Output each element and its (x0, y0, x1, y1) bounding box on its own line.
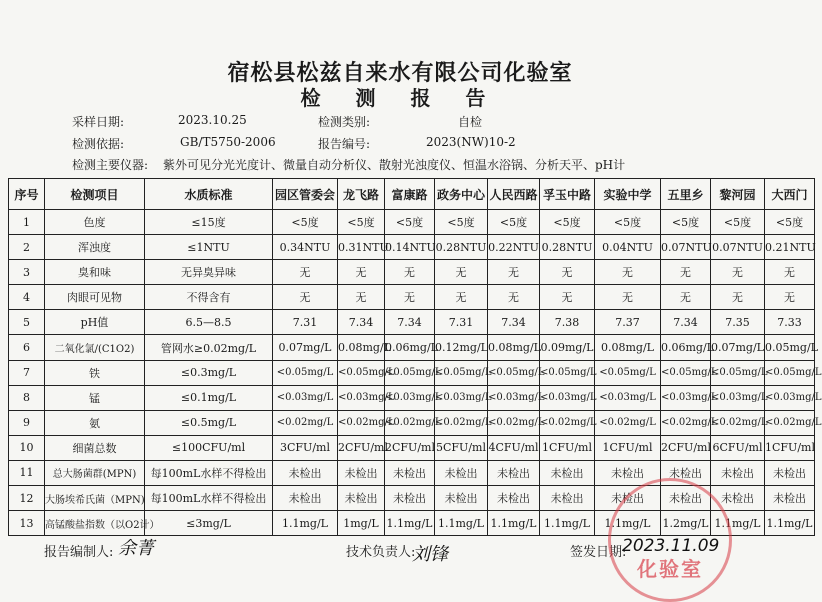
result-cell: 0.12mg/L (435, 335, 488, 360)
column-header: 孚玉中路 (540, 179, 595, 210)
result-cell: 未检出 (711, 486, 765, 511)
result-cell: 无 (385, 260, 435, 285)
table-row (9, 385, 815, 410)
result-cell: <0.02mg/L (595, 410, 661, 435)
result-cell: <5度 (661, 210, 711, 235)
result-cell: 1.1mg/L (595, 511, 661, 536)
result-cell: <0.02mg/L (540, 410, 595, 435)
result-cell: 7.31 (435, 310, 488, 335)
result-cell: 1CFU/ml (540, 435, 595, 460)
basis-label: 检测依据: (72, 137, 125, 151)
result-cell: 未检出 (435, 460, 488, 485)
result-cell: 未检出 (338, 460, 385, 485)
column-header: 水质标准 (145, 179, 273, 210)
standard-cell: 每100mL水样不得检出 (145, 460, 273, 485)
result-cell: 0.08mg/L (488, 335, 540, 360)
result-cell: <0.03mg/L (661, 385, 711, 410)
table-row (9, 260, 815, 285)
issue-date-value: 2023.11.09 (622, 536, 720, 556)
row-number-cell: 10 (9, 435, 45, 460)
result-cell: 2CFU/ml (661, 435, 711, 460)
result-cell: <0.03mg/L (765, 385, 815, 410)
result-cell: 0.07mg/L (273, 335, 338, 360)
tech-lead-label: 技术负责人: (346, 545, 416, 560)
standard-cell: 6.5—8.5 (145, 310, 273, 335)
result-cell: 未检出 (435, 486, 488, 511)
result-cell: 1.1mg/L (435, 511, 488, 536)
sample-date-label: 采样日期: (72, 115, 125, 129)
row-number-cell: 9 (9, 410, 45, 435)
result-cell: <0.02mg/L (338, 410, 385, 435)
row-number-cell: 11 (9, 460, 45, 485)
result-cell: <0.03mg/L (435, 385, 488, 410)
row-number-cell: 3 (9, 260, 45, 285)
result-cell: <0.03mg/L (338, 385, 385, 410)
result-cell: 未检出 (540, 460, 595, 485)
row-number-cell: 4 (9, 285, 45, 310)
standard-cell: ≤0.3mg/L (145, 360, 273, 385)
standard-cell: ≤15度 (145, 210, 273, 235)
result-cell: 0.31NTU (338, 235, 385, 260)
result-cell: <5度 (385, 210, 435, 235)
result-cell: <0.03mg/L (488, 385, 540, 410)
result-cell: 无 (435, 285, 488, 310)
result-cell: 无 (488, 285, 540, 310)
result-cell: 0.08mg/L (338, 335, 385, 360)
test-item-cell: 细菌总数 (45, 435, 145, 460)
column-header: 园区管委会 (273, 179, 338, 210)
standard-cell: ≤100CFU/ml (145, 435, 273, 460)
result-cell: 0.07NTU (711, 235, 765, 260)
instruments-value: 紫外可见分光光度计、微量自动分析仪、散射光浊度仪、恒温水浴锅、分析天平、pH计 (163, 158, 626, 172)
result-cell: 0.22NTU (488, 235, 540, 260)
result-cell: 7.33 (765, 310, 815, 335)
result-cell: 0.07mg/L (711, 335, 765, 360)
result-cell: 0.09mg/L (540, 335, 595, 360)
table-header-row (9, 179, 815, 210)
result-cell: 3CFU/ml (273, 435, 338, 460)
result-cell: <5度 (435, 210, 488, 235)
table-row (9, 360, 815, 385)
result-cell: 0.08mg/L (595, 335, 661, 360)
result-cell: <0.05mg/L (595, 360, 661, 385)
result-cell: <0.02mg/L (661, 410, 711, 435)
result-cell: 4CFU/ml (488, 435, 540, 460)
result-cell: 未检出 (488, 486, 540, 511)
result-cell: 0.14NTU (385, 235, 435, 260)
table-row (9, 435, 815, 460)
result-cell: 7.34 (338, 310, 385, 335)
result-cell: <0.02mg/L (765, 410, 815, 435)
result-cell: 1CFU/ml (765, 435, 815, 460)
result-cell: 无 (765, 285, 815, 310)
result-cell: 0.04NTU (595, 235, 661, 260)
result-cell: 7.38 (540, 310, 595, 335)
result-cell: 0.28NTU (540, 235, 595, 260)
result-cell: 无 (711, 260, 765, 285)
result-cell: 未检出 (711, 460, 765, 485)
result-cell: 7.35 (711, 310, 765, 335)
standard-cell: 不得含有 (145, 285, 273, 310)
result-cell: 无 (338, 285, 385, 310)
column-header: 龙飞路 (338, 179, 385, 210)
standard-cell: ≤3mg/L (145, 511, 273, 536)
result-cell: <0.02mg/L (385, 410, 435, 435)
result-cell: 无 (273, 260, 338, 285)
column-header: 检测项目 (45, 179, 145, 210)
result-cell: 7.34 (385, 310, 435, 335)
result-cell: 无 (765, 260, 815, 285)
result-cell: 未检出 (273, 486, 338, 511)
result-cell: 未检出 (385, 460, 435, 485)
result-cell: <0.05mg/L (661, 360, 711, 385)
result-cell: 7.34 (661, 310, 711, 335)
column-header: 大西门 (765, 179, 815, 210)
row-number-cell: 13 (9, 511, 45, 536)
result-cell: 1CFU/ml (595, 435, 661, 460)
result-cell: 未检出 (765, 486, 815, 511)
result-cell: <5度 (595, 210, 661, 235)
result-cell: 未检出 (765, 460, 815, 485)
standard-cell: ≤0.5mg/L (145, 410, 273, 435)
result-cell: 未检出 (338, 486, 385, 511)
row-number-cell: 8 (9, 385, 45, 410)
result-cell: <0.03mg/L (595, 385, 661, 410)
result-cell: 2CFU/ml (338, 435, 385, 460)
result-cell: 无 (488, 260, 540, 285)
result-cell: <5度 (540, 210, 595, 235)
result-cell: 无 (661, 285, 711, 310)
basis-value: GB/T5750-2006 (180, 135, 276, 149)
test-type-label: 检测类别: (318, 115, 371, 129)
result-cell: 1.2mg/L (661, 511, 711, 536)
standard-cell: 每100mL水样不得检出 (145, 486, 273, 511)
result-cell: 0.07NTU (661, 235, 711, 260)
column-header: 五里乡 (661, 179, 711, 210)
result-cell: <0.02mg/L (488, 410, 540, 435)
result-cell: <0.03mg/L (540, 385, 595, 410)
result-cell: 未检出 (540, 486, 595, 511)
test-type-value: 自检 (458, 115, 483, 129)
result-cell: <0.05mg/L (540, 360, 595, 385)
column-header: 黎河园 (711, 179, 765, 210)
result-cell: <0.02mg/L (435, 410, 488, 435)
test-item-cell: 大肠埃希氏菌（MPN) (45, 486, 145, 511)
result-cell: 无 (595, 285, 661, 310)
result-cell: 无 (540, 285, 595, 310)
result-cell: <0.05mg/L (273, 360, 338, 385)
result-cell: 1.1mg/L (385, 511, 435, 536)
result-cell: <0.05mg/L (385, 360, 435, 385)
sample-date-value: 2023.10.25 (178, 113, 247, 127)
result-cell: 1.1mg/L (765, 511, 815, 536)
result-cell: <0.03mg/L (273, 385, 338, 410)
result-cell: 0.28NTU (435, 235, 488, 260)
result-cell: 无 (385, 285, 435, 310)
result-cell: <0.02mg/L (273, 410, 338, 435)
result-cell: 无 (711, 285, 765, 310)
result-cell: <0.03mg/L (385, 385, 435, 410)
result-cell: 未检出 (385, 486, 435, 511)
report-org-title: 宿松县松兹自来水有限公司化验室 (227, 60, 573, 86)
result-cell: 7.34 (488, 310, 540, 335)
result-cell: 1.1mg/L (273, 511, 338, 536)
result-cell: 未检出 (661, 486, 711, 511)
result-cell: <5度 (273, 210, 338, 235)
result-cell: <5度 (711, 210, 765, 235)
test-item-cell: pH值 (45, 310, 145, 335)
result-cell: 1.1mg/L (540, 511, 595, 536)
result-cell: 0.06mg/L (661, 335, 711, 360)
result-cell: <0.02mg/L (711, 410, 765, 435)
result-cell: <0.05mg/L (435, 360, 488, 385)
result-cell: 未检出 (661, 460, 711, 485)
result-cell: <5度 (765, 210, 815, 235)
result-cell: 未检出 (273, 460, 338, 485)
row-number-cell: 2 (9, 235, 45, 260)
result-cell: 7.31 (273, 310, 338, 335)
result-cell: 无 (540, 260, 595, 285)
report-title: 检 测 报 告 (300, 86, 500, 110)
result-cell: 1.1mg/L (488, 511, 540, 536)
prepared-by-label: 报告编制人: (44, 545, 114, 560)
result-cell: 无 (273, 285, 338, 310)
result-cell: <0.03mg/L (711, 385, 765, 410)
result-cell: 未检出 (488, 460, 540, 485)
result-cell: <0.05mg/L (488, 360, 540, 385)
result-cell: 无 (595, 260, 661, 285)
table-row (9, 285, 815, 310)
standard-cell: ≤0.1mg/L (145, 385, 273, 410)
test-item-cell: 锰 (45, 385, 145, 410)
result-cell: 0.21NTU (765, 235, 815, 260)
lab-seal-stamp (608, 478, 732, 602)
row-number-cell: 1 (9, 210, 45, 235)
table-row (9, 310, 815, 335)
test-item-cell: 高锰酸盐指数（以O2计） (45, 511, 145, 536)
column-header: 富康路 (385, 179, 435, 210)
table-row (9, 210, 815, 235)
standard-cell: 无异臭异味 (145, 260, 273, 285)
column-header: 序号 (9, 179, 45, 210)
result-cell: 未检出 (595, 460, 661, 485)
result-cell: 无 (661, 260, 711, 285)
result-cell: 0.05mg/L (765, 335, 815, 360)
result-cell: 7.37 (595, 310, 661, 335)
column-header: 政务中心 (435, 179, 488, 210)
table-row (9, 410, 815, 435)
report-no-value: 2023(NW)10-2 (426, 135, 516, 149)
result-cell: 无 (338, 260, 385, 285)
test-item-cell: 色度 (45, 210, 145, 235)
test-item-cell: 浑浊度 (45, 235, 145, 260)
result-cell: <0.05mg/L (338, 360, 385, 385)
standard-cell: 管网水≥0.02mg/L (145, 335, 273, 360)
table-row (9, 235, 815, 260)
result-cell: 无 (435, 260, 488, 285)
issue-date-label: 签发日期: (570, 545, 627, 560)
result-cell: <5度 (488, 210, 540, 235)
row-number-cell: 7 (9, 360, 45, 385)
row-number-cell: 12 (9, 486, 45, 511)
test-item-cell: 总大肠菌群(MPN) (45, 460, 145, 485)
result-cell: <0.05mg/L (711, 360, 765, 385)
test-item-cell: 肉眼可见物 (45, 285, 145, 310)
result-cell: 1mg/L (338, 511, 385, 536)
instruments-label: 检测主要仪器: (72, 158, 149, 172)
standard-cell: ≤1NTU (145, 235, 273, 260)
result-cell: <0.05mg/L (765, 360, 815, 385)
row-number-cell: 5 (9, 310, 45, 335)
prepared-by-signature: 余菁 (118, 538, 154, 559)
table-row (9, 335, 815, 360)
test-item-cell: 二氧化氯/(C1O2) (45, 335, 145, 360)
seal-text: 化验室 (637, 557, 703, 581)
test-item-cell: 臭和味 (45, 260, 145, 285)
test-item-cell: 铁 (45, 360, 145, 385)
result-cell: 0.06mg/L (385, 335, 435, 360)
result-cell: 5CFU/ml (435, 435, 488, 460)
result-cell: 6CFU/ml (711, 435, 765, 460)
tech-lead-signature: 刘锋 (412, 544, 448, 565)
report-no-label: 报告编号: (318, 137, 371, 151)
result-cell: 0.34NTU (273, 235, 338, 260)
result-cell: 1.1mg/L (711, 511, 765, 536)
result-cell: 未检出 (595, 486, 661, 511)
result-cell: 2CFU/ml (385, 435, 435, 460)
column-header: 实验中学 (595, 179, 661, 210)
row-number-cell: 6 (9, 335, 45, 360)
result-cell: <5度 (338, 210, 385, 235)
column-header: 人民西路 (488, 179, 540, 210)
test-item-cell: 氨 (45, 410, 145, 435)
